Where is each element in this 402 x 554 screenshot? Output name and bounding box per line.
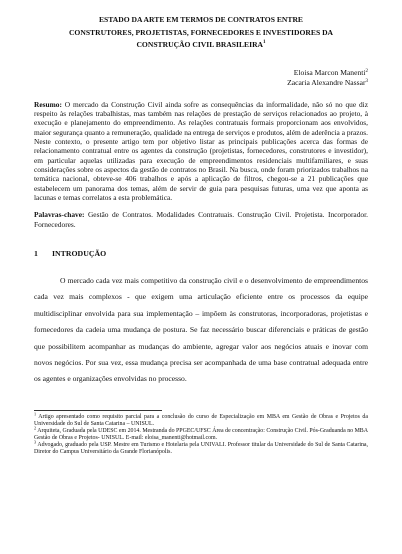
section-heading bbox=[34, 249, 368, 259]
footnote-2-text: Arquiteta, Graduada pela UDESC em 2014. Mestranda do PPGEC/UFSC Área de concentração: Construção Civil. Pós-Graduanda no MBA Gestão de Obras e Projetos- UNISUL. E-mail: eloisa_manenti@hotmail.com. bbox=[34, 428, 368, 442]
abstract-text: O mercado da Construção Civil ainda sofre as consequências da informalidade, não só no que diz respeito às relações trabalhistas, mas também nas relações de prestação de serviços relacionados ao projeto, à execução e planejamento do empreendimento. As relações contratuais formais proporcionam aos envolvidos, maior segurança quanto a remuneração, qualidade na entrega de serviços e produtos, além de aderência a prazos. Neste contexto, o presente artigo tem por objetivo listar as principais publicações acerca das formas de relacionamento contratual entre os agentes da construção (projetistas, fornecedores, construtores e investidor), em particular aquelas utilizadas para execução de empreendimentos residenciais multifamiliares, e suas considerações sobre os aspectos da gestão de contratos no Brasil. Na busca, onde foram priorizados trabalhos na temática nacional, obteve-se 406 trabalhos e após a aplicação de filtros, chegou-se a 21 publicações que estabelecem um panorama dos temas, além de servir de guia para pesquisas futuras, uma vez que aponta as lacunas e temas correlatos a esta problemática. bbox=[34, 99, 368, 202]
author-2 bbox=[34, 78, 368, 88]
title-line-3 bbox=[34, 39, 368, 52]
paper-title bbox=[34, 14, 368, 52]
footnote-2-mark: 2 bbox=[34, 425, 37, 431]
title-line-2: CONSTRUTORES, PROJETISTAS, FORNECEDORES E INVESTIDORES DA bbox=[68, 27, 334, 37]
title-footnote-mark: 1 bbox=[263, 40, 266, 45]
author-list bbox=[34, 68, 368, 88]
author-2-mark: 3 bbox=[365, 78, 368, 84]
keywords-text: Gestão de Contratos. Modalidades Contratuais. Construção Civil. Projetista. Incorporador. Fornecedores. bbox=[34, 210, 368, 229]
footnote-1-mark: 1 bbox=[34, 411, 37, 417]
author-1-mark: 2 bbox=[365, 68, 368, 74]
abstract bbox=[34, 100, 368, 203]
footnote-3 bbox=[34, 439, 368, 456]
footnote-divider bbox=[34, 410, 162, 411]
author-1-name: Eloisa Marcon Manenti bbox=[293, 67, 366, 77]
footnote-3-text: Advogado, graduado pela USP. Mestre em Turismo e Hotelaria pela UNIVALI. Professor titular da Universidade do Sul de Santa Catarina, Diretor do Campus Universitário da Grande Florianópolis. bbox=[34, 442, 368, 456]
author-1 bbox=[34, 68, 368, 78]
section-number: 1 bbox=[34, 248, 38, 258]
intro-paragraph: O mercado cada vez mais competitivo da construção civil e o desenvolvimento de empreendimentos cada vez mais complexos - que exigem uma articulação eficiente entre os processos da equipe multidisciplinar envolvida para sua implementação – impõem às construtoras, incorporadoras, projetistas e fornecedores da cadeia uma mudança de postura. Se faz necessário buscar diferenciais e práticas de gestão que possibilitem acompanhar as mudanças do ambiente, agregar valor aos negócios atuais e inovar com novos negócios. Por sua vez, essa mudança precisa ser acompanhada de uma base contratual adequada entre os agentes e organizações envolvidas no processo. bbox=[34, 275, 368, 384]
footnote-3-mark: 3 bbox=[34, 439, 37, 445]
keywords bbox=[34, 210, 368, 229]
section-title: INTRODUÇÃO bbox=[52, 248, 107, 258]
title-line-1: ESTADO DA ARTE EM TERMOS DE CONTRATOS ENTRE bbox=[98, 15, 304, 24]
keywords-label: Palavras-chave: bbox=[34, 210, 85, 220]
author-2-name: Zacaria Alexandre Nassar bbox=[287, 77, 366, 87]
footnote-1-text: Artigo apresentado como requisito parcial para a conclusão do curso de Especialização em MBA em Gestão de Obras e Projetos da Universidade do Sul de Santa Catarina – UNISUL. bbox=[34, 413, 368, 427]
title-line-3-text: CONSTRUÇÃO CIVIL BRASILEIRA bbox=[136, 40, 264, 49]
abstract-label: Resumo: bbox=[34, 99, 62, 109]
footnote-1 bbox=[34, 411, 368, 428]
footnote-2 bbox=[34, 425, 368, 442]
footnotes bbox=[34, 411, 368, 457]
